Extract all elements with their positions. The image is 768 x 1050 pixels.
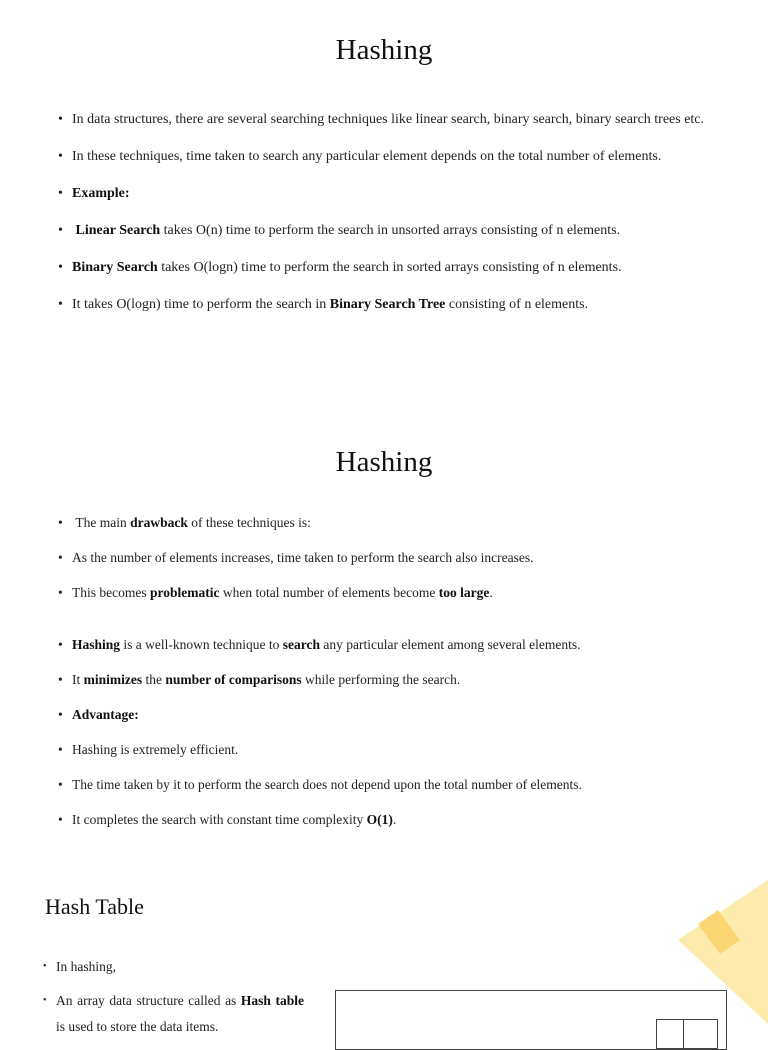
slide-hash-table (0, 880, 768, 1034)
decorative-diamond-icon (678, 880, 768, 1024)
list-item: • In these techniques, time taken to search any particular element depends on the total number of elements. (72, 143, 708, 171)
list-item: • Hashing is a well-known technique to search any particular element among several elements. (72, 636, 708, 654)
slide-title: Hashing (335, 34, 433, 66)
list-item: • An array data structure called as Hash table is used to store the data items. (56, 988, 304, 1040)
list-item: • The main drawback of these techniques is: (72, 514, 708, 532)
decorative-diamond-large (678, 880, 768, 1024)
list-item: • In hashing, (56, 954, 304, 980)
list-item: • Example: (72, 180, 708, 208)
list-item: • This becomes problematic when total number of elements become too large. (72, 584, 708, 602)
list-item: • It completes the search with constant time complexity O(1). (72, 811, 708, 829)
list-item: • Binary Search takes O(logn) time to perform the search in sorted arrays consisting of n elements. (72, 254, 708, 282)
list-item: • Linear Search takes O(n) time to perform the search in unsorted arrays consisting of n elements. (72, 217, 708, 245)
list-item: • In data structures, there are several searching techniques like linear search, binary search, binary search trees etc. (72, 106, 708, 134)
slide-title: Hash Table (45, 894, 144, 919)
list-item: • It minimizes the number of comparisons while performing the search. (72, 671, 708, 689)
list-item: • Advantage: (72, 706, 708, 724)
list-item: • As the number of elements increases, time taken to perform the search also increases. (72, 549, 708, 567)
slide-hashing-drawback (0, 430, 768, 870)
slide-title: Hashing (335, 446, 433, 478)
bullet-list (72, 514, 708, 846)
list-item: • It takes O(logn) time to perform the search in Binary Search Tree consisting of n elements. (72, 291, 708, 319)
slide-hashing-intro (0, 0, 768, 410)
bullet-list (72, 106, 708, 328)
hash-table-diagram (335, 990, 727, 1050)
list-item: • The time taken by it to perform the search does not depend upon the total number of elements. (72, 776, 708, 794)
list-item: • Hashing is extremely efficient. (72, 741, 708, 759)
bullet-list (56, 954, 304, 1048)
